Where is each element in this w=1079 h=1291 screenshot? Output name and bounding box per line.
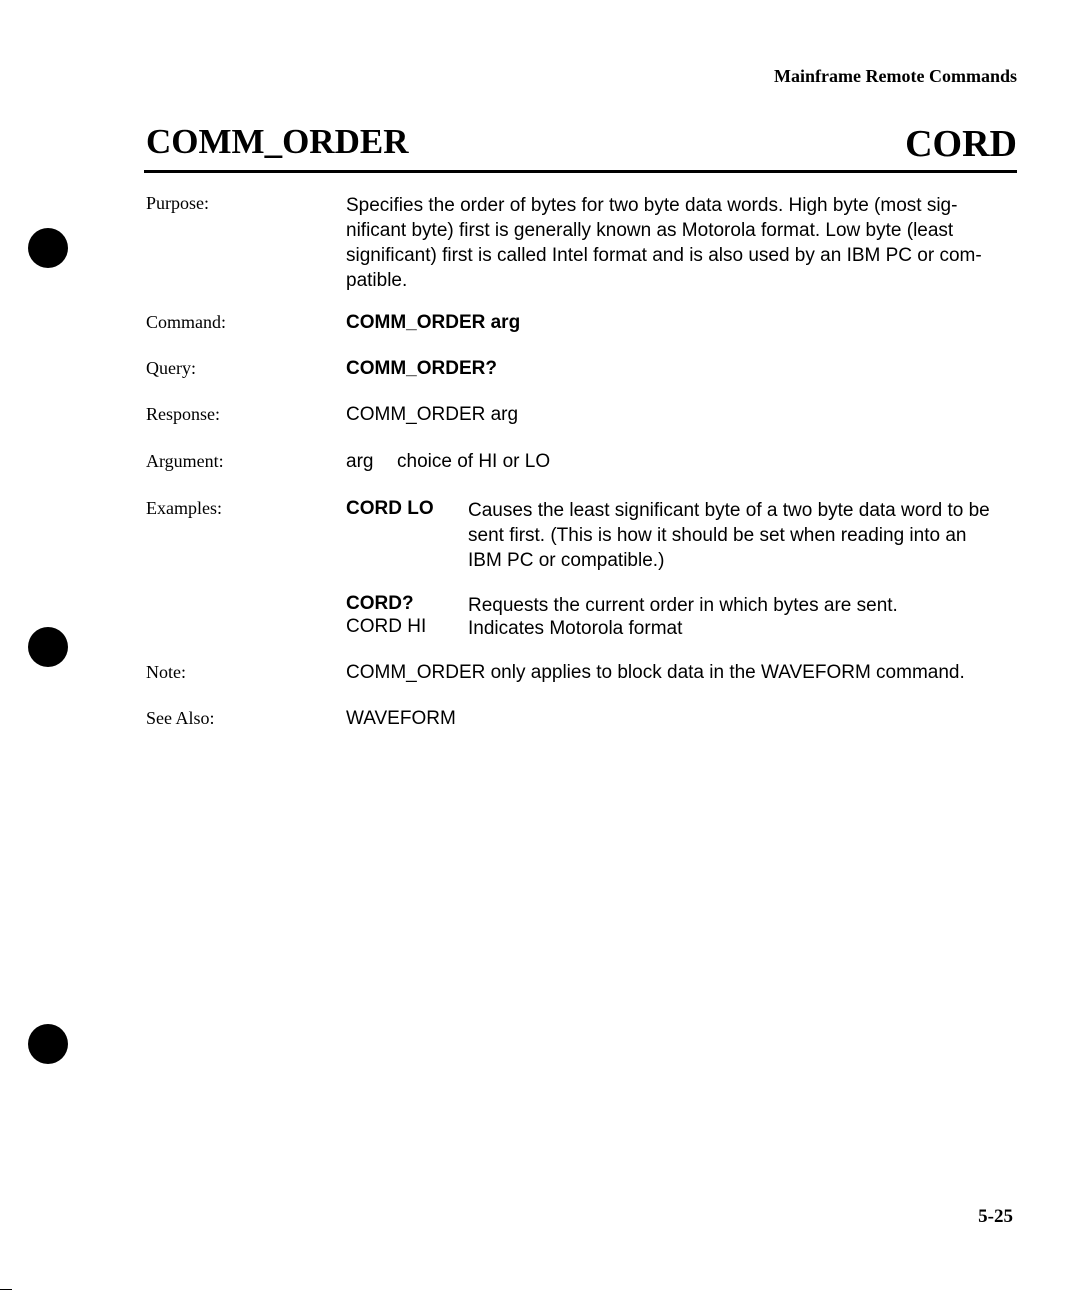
title-rule bbox=[144, 170, 1017, 173]
example-command: CORD? bbox=[346, 593, 414, 614]
argument-label: Argument: bbox=[146, 451, 224, 471]
examples-label: Examples: bbox=[146, 498, 222, 518]
argument-description: choice of HI or LO bbox=[397, 451, 551, 472]
purpose-text bbox=[346, 193, 1036, 293]
note-text: COMM_ORDER only applies to block data in the WAVEFORM command. bbox=[346, 662, 965, 683]
example-line: IBM PC or compatible.) bbox=[468, 550, 665, 571]
example-description bbox=[468, 498, 990, 573]
purpose-line: nificant byte) first is generally known as Motorola format. Low byte (least bbox=[346, 220, 954, 241]
purpose-line: patible. bbox=[346, 270, 408, 291]
example-command: CORD HI bbox=[346, 616, 427, 637]
response-syntax: COMM_ORDER arg bbox=[346, 404, 519, 425]
response-label: Response: bbox=[146, 404, 220, 424]
note-label: Note: bbox=[146, 662, 186, 682]
command-title: COMM_ORDER bbox=[146, 122, 409, 161]
purpose-label: Purpose: bbox=[146, 193, 209, 213]
see-also-label: See Also: bbox=[146, 708, 215, 728]
purpose-line: significant) first is called Intel format and is also used by an IBM PC or com- bbox=[346, 245, 982, 266]
purpose-line: Specifies the order of bytes for two byte data words. High byte (most sig- bbox=[346, 195, 958, 216]
binder-hole-bottom bbox=[28, 1024, 68, 1064]
binder-hole-top bbox=[28, 228, 68, 268]
scan-corner-mark bbox=[0, 1289, 12, 1290]
binder-hole-middle bbox=[28, 627, 68, 667]
example-description bbox=[468, 593, 898, 618]
query-label: Query: bbox=[146, 358, 196, 378]
query-syntax: COMM_ORDER? bbox=[346, 358, 497, 379]
command-short-form: CORD bbox=[905, 123, 1017, 165]
example-command: CORD LO bbox=[346, 498, 434, 519]
page-number: 5-25 bbox=[978, 1206, 1013, 1227]
running-header: Mainframe Remote Commands bbox=[774, 66, 1017, 86]
example-line: Indicates Motorola format bbox=[468, 618, 683, 639]
command-label: Command: bbox=[146, 312, 226, 332]
argument-name: arg bbox=[346, 451, 374, 472]
example-line: sent first. (This is how it should be set when reading into an bbox=[468, 525, 967, 546]
example-description bbox=[468, 616, 682, 641]
example-line: Causes the least significant byte of a two byte data word to be bbox=[468, 500, 990, 521]
example-line: Requests the current order in which bytes are sent. bbox=[468, 595, 898, 616]
command-syntax: COMM_ORDER arg bbox=[346, 312, 521, 333]
see-also-link: WAVEFORM bbox=[346, 708, 456, 729]
